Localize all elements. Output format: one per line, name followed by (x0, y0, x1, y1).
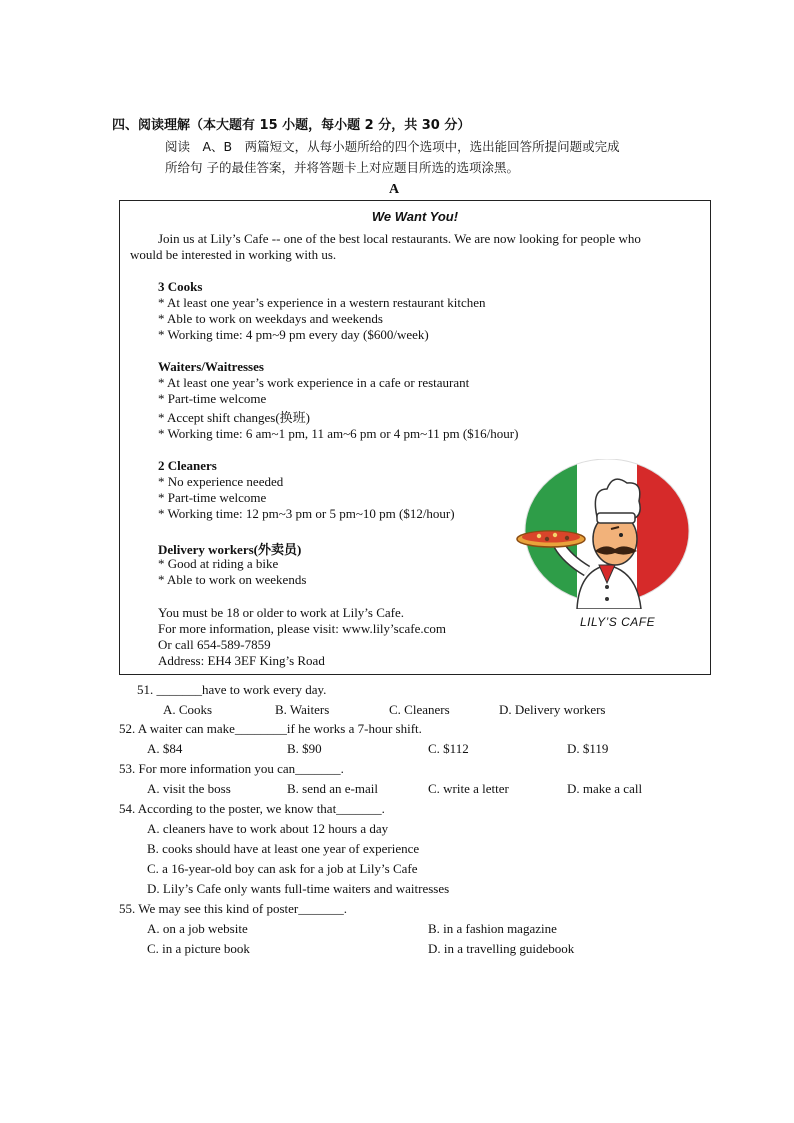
passage-label: A (389, 182, 400, 197)
poster-footer-line: Or call 654-589-7859 (158, 637, 271, 652)
question-option: C. Cleaners (389, 702, 450, 717)
delivery-item: * Able to work on weekends (158, 572, 307, 587)
chef-logo-icon (515, 459, 690, 609)
question-stem: 54. According to the poster, we know that_______. (119, 801, 385, 816)
question-option: C. $112 (428, 741, 469, 756)
question-option: C. in a picture book (147, 941, 250, 956)
cleaners-item: * Working time: 12 pm~3 pm or 5 pm~10 pm ($12/hour) (158, 506, 455, 521)
question-option: D. $119 (567, 741, 609, 756)
poster-title: We Want You! (371, 209, 459, 224)
waiters-heading: Waiters/Waitresses (158, 359, 264, 374)
question-stem: 51. _______have to work every day. (137, 682, 327, 697)
waiters-item: * Accept shift changes(换班) (158, 410, 310, 425)
poster-intro-line-2: would be interested in working with us. (130, 247, 337, 262)
question-option: B. send an e-mail (287, 781, 378, 796)
question-option: C. a 16-year-old boy can ask for a job at Lily’s Cafe (147, 861, 418, 876)
cooks-item: * At least one year’s experience in a western restaurant kitchen (158, 295, 486, 310)
question-option: D. Lily’s Cafe only wants full-time waiters and waitresses (147, 881, 450, 896)
question-option: B. in a fashion magazine (428, 921, 557, 936)
question-option: A. cleaners have to work about 12 hours a day (147, 821, 389, 836)
logo-caption: LILY’S CAFE (580, 615, 656, 629)
delivery-heading: Delivery workers(外卖员) (158, 542, 302, 557)
cooks-item: * Able to work on weekdays and weekends (158, 311, 383, 326)
question-option: B. cooks should have at least one year of experience (147, 841, 420, 856)
cleaners-item: * Part-time welcome (158, 490, 267, 505)
cleaners-heading: 2 Cleaners (158, 458, 217, 473)
waiters-item: * At least one year’s work experience in a cafe or restaurant (158, 375, 470, 390)
poster-footer-line: You must be 18 or older to work at Lily’s Cafe. (158, 605, 405, 620)
poster-footer-line: Address: EH4 3EF King’s Road (158, 653, 325, 668)
question-option: B. Waiters (275, 702, 330, 717)
question-stem: 55. We may see this kind of poster_______. (119, 901, 347, 916)
poster-intro-line-1: Join us at Lily’s Cafe -- one of the best local restaurants. We are now looking for people who (158, 231, 641, 246)
instruction-line-2: 所给句 子的最佳答案，并将答题卡上对应题目所选的选项涂黑。 (165, 160, 519, 175)
question-option: D. make a call (567, 781, 643, 796)
cooks-item: * Working time: 4 pm~9 pm every day ($600/week) (158, 327, 429, 342)
question-option: A. visit the boss (147, 781, 231, 796)
question-stem: 53. For more information you can_______. (119, 761, 344, 776)
waiters-item: * Working time: 6 am~1 pm, 11 am~6 pm or 4 pm~11 pm ($16/hour) (158, 426, 519, 441)
question-option: A. $84 (147, 741, 183, 756)
instruction-line-1: 阅读 A、B 两篇短文，从每小题所给的四个选项中，选出能回答所提问题或完成 (165, 139, 620, 154)
waiters-item: * Part-time welcome (158, 391, 267, 406)
section-title: 四、阅读理解（本大题有 15 小题，每小题 2 分，共 30 分） (112, 118, 471, 133)
poster-footer-line: For more information, please visit: www.lily’scafe.com (158, 621, 446, 636)
question-option: A. Cooks (163, 702, 213, 717)
question-stem: 52. A waiter can make________if he works a 7-hour shift. (119, 721, 422, 736)
question-option: B. $90 (287, 741, 322, 756)
question-option: A. on a job website (147, 921, 248, 936)
question-option: D. Delivery workers (499, 702, 606, 717)
delivery-item: * Good at riding a bike (158, 556, 279, 571)
cooks-heading: 3 Cooks (158, 279, 203, 294)
question-option: D. in a travelling guidebook (428, 941, 575, 956)
question-option: C. write a letter (428, 781, 509, 796)
job-poster (119, 200, 711, 675)
cleaners-item: * No experience needed (158, 474, 284, 489)
